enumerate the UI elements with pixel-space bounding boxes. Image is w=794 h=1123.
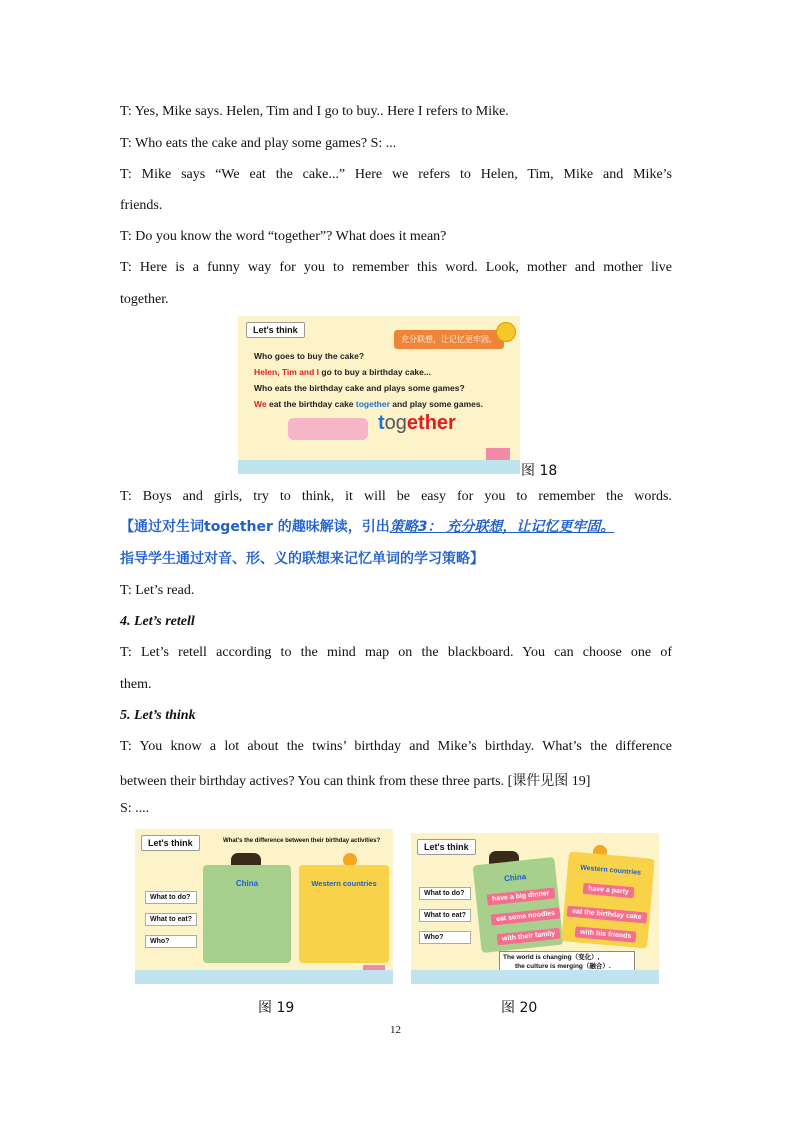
- slide-question: What's the difference between their birthday activities?: [223, 838, 381, 844]
- slide-question: Who goes to buy the cake?: [254, 351, 365, 361]
- text-line: T: Let’s read.: [120, 583, 195, 598]
- teaching-note: 指导学生通过对音、形、义的联想来记忆单词的学习策略】: [120, 551, 484, 567]
- text-line: T: You know a lot about the twins’ birthday and Mike’s birthday. What’s the difference: [120, 739, 672, 754]
- slide-figure-18: [238, 316, 520, 474]
- western-panel: [299, 865, 389, 963]
- western-answer: with his friends: [575, 926, 637, 942]
- slide-tag: Let's think: [141, 835, 200, 851]
- section-heading: 4. Let’s retell: [120, 614, 195, 629]
- prompt-box: What to eat?: [419, 909, 471, 922]
- prompt-box: Who?: [145, 935, 197, 948]
- text-line: T: Here is a funny way for you to remember this word. Look, mother and mother live: [120, 260, 672, 275]
- teaching-note: 【通过对生词together 的趣味解读，引出策略3： 充分联想，让记忆更牢固。: [120, 519, 615, 535]
- text-line: friends.: [120, 198, 163, 213]
- china-label: China: [235, 879, 259, 888]
- china-label: China: [503, 872, 527, 884]
- prompt-box: What to do?: [419, 887, 471, 900]
- text-line: T: Do you know the word “together”? What does it mean?: [120, 229, 447, 244]
- hint-bubble: 充分联想，让记忆更牢固。: [394, 330, 504, 349]
- china-answer: with their family: [497, 928, 561, 946]
- china-answer: have a big dinner: [487, 887, 555, 905]
- slide-ground: [238, 460, 520, 474]
- page-number: 12: [390, 1024, 401, 1036]
- text-line: T: Mike says “We eat the cake...” Here we refers to Helen, Tim, Mike and Mike’s: [120, 167, 672, 182]
- western-label: Western countries: [579, 864, 642, 877]
- prompt-box: What to do?: [145, 891, 197, 904]
- text-line: T: Boys and girls, try to think, it will be easy for you to remember the words.: [120, 489, 672, 504]
- text-line: T: Who eats the cake and play some games? S: ...: [120, 136, 397, 151]
- slide-figure-19: [135, 829, 393, 984]
- china-answer: eat some noodles: [491, 907, 561, 925]
- slide-tag: Let's think: [417, 839, 476, 855]
- text-line: them.: [120, 677, 152, 692]
- together-word: together: [378, 412, 456, 434]
- family-illustration: [288, 418, 368, 440]
- slide-tag: Let's think: [246, 322, 305, 338]
- text-line: between their birthday actives? You can think from these three parts. [课件见图 19]: [120, 774, 591, 789]
- text-line: T: Let’s retell according to the mind map on the blackboard. You can choose one of: [120, 645, 672, 660]
- western-label: Western countries: [311, 879, 377, 888]
- prompt-box: Who?: [419, 931, 471, 944]
- slide-ground: [411, 970, 659, 984]
- china-panel: [203, 865, 291, 963]
- culture-note-line: the culture is merging（融合）.: [515, 963, 611, 970]
- section-heading: 5. Let’s think: [120, 708, 196, 723]
- western-answer: eat the birthday cake: [567, 906, 647, 924]
- slide-answer: Helen, Tim and I go to buy a birthday cake...: [254, 367, 431, 377]
- figure-caption: 图 19: [258, 1000, 295, 1016]
- text-line: together.: [120, 292, 169, 307]
- culture-note-line: The world is changing（变化）,: [503, 954, 600, 961]
- slide-figure-20: [411, 833, 659, 984]
- figure-caption: 图 18: [521, 463, 558, 479]
- slide-answer: We eat the birthday cake together and play some games.: [254, 399, 483, 409]
- slide-question: Who eats the birthday cake and plays some games?: [254, 383, 465, 393]
- prompt-box: What to eat?: [145, 913, 197, 926]
- text-line: T: Yes, Mike says. Helen, Tim and I go to buy.. Here I refers to Mike.: [120, 104, 509, 119]
- text-line: S: ....: [120, 801, 150, 816]
- western-answer: have a party: [583, 883, 635, 898]
- slide-ground: [135, 970, 393, 984]
- smiley-icon: [496, 322, 516, 342]
- figure-caption: 图 20: [501, 1000, 538, 1016]
